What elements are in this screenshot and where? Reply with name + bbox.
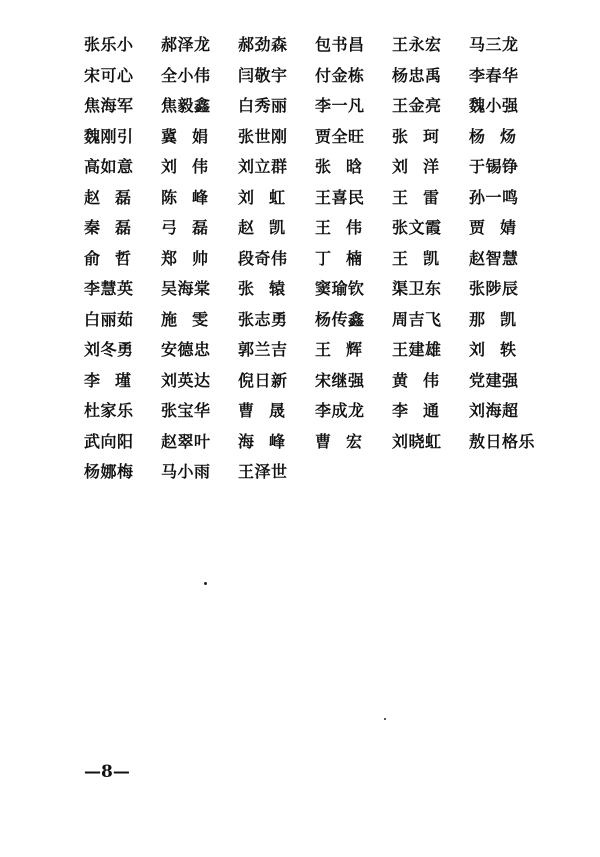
name-entry: 贾全旺 bbox=[315, 126, 365, 146]
name-entry: 杨忠禹 bbox=[392, 65, 442, 85]
name-entry: 马小雨 bbox=[161, 462, 211, 481]
name-entry: 李成龙 bbox=[315, 401, 365, 420]
name-entry: 海峰 bbox=[238, 431, 301, 451]
stray-dot bbox=[204, 582, 207, 585]
name-entry: 宋可心 bbox=[84, 65, 134, 85]
name-entry: 刘伟 bbox=[161, 157, 224, 176]
names-list bbox=[84, 30, 546, 488]
name-entry: 张辕 bbox=[238, 279, 301, 298]
name-entry: 全小伟 bbox=[161, 65, 211, 85]
name-entry: 冀娟 bbox=[161, 126, 224, 146]
name-entry: 俞哲 bbox=[84, 248, 147, 268]
name-entry: 包书昌 bbox=[315, 35, 365, 54]
name-entry: 刘洋 bbox=[392, 157, 455, 176]
name-entry: 郝泽龙 bbox=[161, 35, 211, 54]
name-entry: 张珂 bbox=[392, 126, 455, 146]
name-entry: 王永宏 bbox=[392, 35, 442, 54]
name-entry: 刘虹 bbox=[238, 187, 301, 207]
name-entry: 于锡铮 bbox=[469, 157, 519, 176]
name-entry: 那凯 bbox=[469, 309, 532, 329]
name-entry: 陈峰 bbox=[161, 187, 224, 207]
name-entry: 王泽世 bbox=[238, 462, 288, 481]
name-entry: 弓磊 bbox=[161, 218, 224, 237]
page-number: —8— bbox=[84, 762, 130, 782]
name-entry: 焦毅鑫 bbox=[161, 96, 211, 115]
name-entry: 秦磊 bbox=[84, 218, 147, 237]
name-entry: 高如意 bbox=[84, 157, 134, 176]
name-entry: 施雯 bbox=[161, 309, 224, 329]
name-entry: 王建雄 bbox=[392, 340, 442, 359]
name-entry: 白秀丽 bbox=[238, 96, 288, 115]
name-entry: 赵翠叶 bbox=[161, 431, 211, 451]
name-entry: 贾婧 bbox=[469, 218, 532, 237]
name-entry: 黄伟 bbox=[392, 370, 455, 390]
name-entry: 孙一鸣 bbox=[469, 187, 519, 207]
name-entry: 王凯 bbox=[392, 248, 455, 268]
name-entry: 闫敬宇 bbox=[238, 65, 288, 85]
name-entry: 刘晓虹 bbox=[392, 431, 442, 451]
name-entry: 马三龙 bbox=[469, 35, 519, 54]
name-entry: 张陟辰 bbox=[469, 279, 519, 298]
name-entry: 魏小强 bbox=[469, 96, 519, 115]
name-entry: 周吉飞 bbox=[392, 309, 442, 329]
name-entry: 魏刚引 bbox=[84, 126, 134, 146]
name-entry: 郝劲森 bbox=[238, 35, 288, 54]
name-entry: 王伟 bbox=[315, 218, 378, 237]
name-entry: 渠卫东 bbox=[392, 279, 442, 298]
name-entry: 李慧英 bbox=[84, 279, 134, 298]
name-entry: 宋继强 bbox=[315, 370, 365, 390]
name-entry: 曹宏 bbox=[315, 431, 378, 451]
name-entry: 王雷 bbox=[392, 187, 455, 207]
name-entry: 段奇伟 bbox=[238, 248, 288, 268]
name-entry: 刘海超 bbox=[469, 401, 519, 420]
name-entry: 张文霞 bbox=[392, 218, 442, 237]
name-entry: 杨传鑫 bbox=[315, 309, 365, 329]
name-entry: 敖日格乐 bbox=[469, 431, 536, 451]
name-entry: 赵磊 bbox=[84, 187, 147, 207]
name-entry: 王喜民 bbox=[315, 187, 365, 207]
stray-dot bbox=[384, 718, 386, 720]
name-entry: 窦瑜钦 bbox=[315, 279, 365, 298]
name-entry: 曹晟 bbox=[238, 401, 301, 420]
name-entry: 杨炀 bbox=[469, 126, 532, 146]
name-entry: 杜家乐 bbox=[84, 401, 134, 420]
name-entry: 党建强 bbox=[469, 370, 519, 390]
name-entry: 白丽茹 bbox=[84, 309, 134, 329]
name-entry: 刘冬勇 bbox=[84, 340, 134, 359]
name-entry: 郑帅 bbox=[161, 248, 224, 268]
name-entry: 张宝华 bbox=[161, 401, 211, 420]
name-entry: 王金亮 bbox=[392, 96, 442, 115]
name-entry: 赵智慧 bbox=[469, 248, 519, 268]
name-entry: 付金栋 bbox=[315, 65, 365, 85]
name-entry: 张志勇 bbox=[238, 309, 288, 329]
name-entry: 张乐小 bbox=[84, 35, 134, 54]
name-entry: 刘英达 bbox=[161, 370, 211, 390]
name-entry: 武向阳 bbox=[84, 431, 134, 451]
name-entry: 吴海棠 bbox=[161, 279, 211, 298]
name-entry: 倪日新 bbox=[238, 370, 288, 390]
name-entry: 王辉 bbox=[315, 340, 378, 359]
name-entry: 李一凡 bbox=[315, 96, 365, 115]
name-entry: 安德忠 bbox=[161, 340, 211, 359]
name-entry: 张世刚 bbox=[238, 126, 288, 146]
name-entry: 赵凯 bbox=[238, 218, 301, 237]
name-entry: 刘立群 bbox=[238, 157, 288, 176]
name-entry: 丁楠 bbox=[315, 248, 378, 268]
name-entry: 李通 bbox=[392, 401, 455, 420]
name-entry: 杨娜梅 bbox=[84, 462, 134, 481]
name-entry: 张晗 bbox=[315, 157, 378, 176]
name-entry: 焦海军 bbox=[84, 96, 134, 115]
name-entry: 李瑾 bbox=[84, 370, 147, 390]
name-entry: 李春华 bbox=[469, 65, 519, 85]
name-entry: 刘轶 bbox=[469, 340, 532, 359]
name-entry: 郭兰吉 bbox=[238, 340, 288, 359]
